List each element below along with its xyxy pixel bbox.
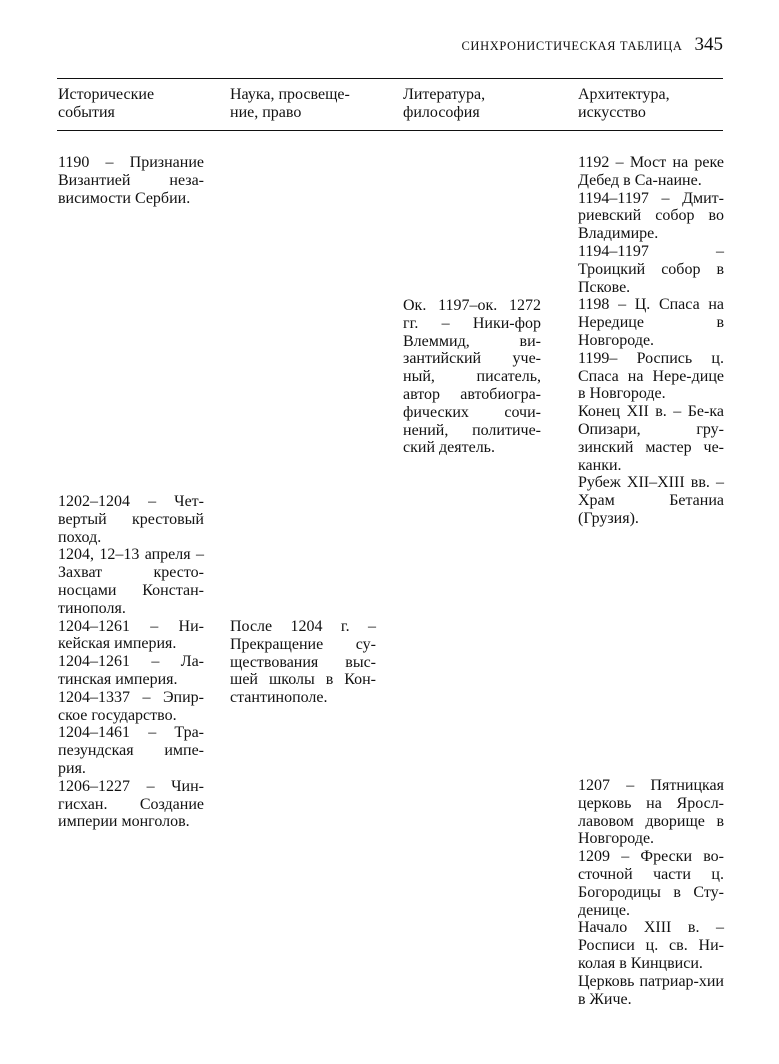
history-entry: 1204–1261 – Ни-кейская империя. xyxy=(58,617,204,653)
column-header-history: Исторические события xyxy=(58,86,155,121)
literature-block-1 xyxy=(403,297,541,457)
page-number: 345 xyxy=(694,34,723,55)
history-entry: 1204–1461 – Тра-пезундская импе-рия. xyxy=(58,724,204,777)
science-block-1 xyxy=(230,618,376,707)
literature-entry: Ок. 1197–ок. 1272 гг. – Ники-фор Влеммид, ви-зантийский уче-ный, писатель, автор автобиогра-фических сочи-нений, политиче-ский деятель. xyxy=(403,297,541,457)
art-block-2 xyxy=(578,777,724,1008)
table-header-rule xyxy=(57,130,723,131)
art-entry: 1192 – Мост на реке Дебед в Са-наине. xyxy=(578,154,724,189)
column-header-literature: Литература, философия xyxy=(403,86,486,121)
column-header-art: Архитектура, искусство xyxy=(578,86,670,121)
art-entry: Конец XII в. – Бе-ка Опизари, гру-зинский мастер че-канки. xyxy=(578,403,724,474)
history-entry: 1204–1337 – Эпир-ское государство. xyxy=(58,688,204,724)
running-title: СИНХРОНИСТИЧЕСКАЯ ТАБЛИЦА xyxy=(461,39,683,53)
history-entry: 1206–1227 – Чин-гисхан. Создание империи монголов. xyxy=(58,777,204,831)
history-block-1 xyxy=(58,154,204,207)
history-entry: 1204–1261 – Ла-тинская империя. xyxy=(58,653,204,688)
art-entry: Начало XIII в. – Росписи ц. св. Ни-колая в Кинцвиси. xyxy=(578,919,724,972)
history-entry: 1202–1204 – Чет-вертый крестовый поход. xyxy=(58,493,204,546)
column-header-science: Наука, просвеще-ние, право xyxy=(230,86,350,121)
art-entry: 1198 – Ц. Спаса на Нередице в Новгороде. xyxy=(578,296,724,349)
page-header xyxy=(462,34,724,56)
history-entry: 1190 – Признание Византией неза-висимости Сербии. xyxy=(58,154,204,207)
art-entry: Церковь патриар-хии в Жиче. xyxy=(578,972,724,1008)
art-entry: 1194–1197 – Дмит-риевский собор во Владимире. xyxy=(578,189,724,243)
art-block-1 xyxy=(578,154,724,528)
history-entry: 1204, 12–13 апреля – Захват кресто-носцами Констан-тинополя. xyxy=(58,546,204,617)
art-entry: 1209 – Фрески во-сточной части ц. Богородицы в Сту-денице. xyxy=(578,848,724,919)
science-entry: После 1204 г. – Прекращение су-ществования выс-шей школы в Кон-стантинополе. xyxy=(230,618,376,707)
art-entry: 1207 – Пятницкая церковь на Яросл-лавовом дворище в Новгороде. xyxy=(578,777,724,848)
art-entry: 1199– Роспись ц. Спаса на Нере-дице в Новгороде. xyxy=(578,349,724,403)
art-entry: 1194–1197 – Троицкий собор в Пскове. xyxy=(578,242,724,296)
table-top-rule xyxy=(57,78,723,79)
history-block-2 xyxy=(58,493,204,831)
art-entry: Рубеж XII–XIII вв. – Храм Бетаниа (Грузия). xyxy=(578,474,724,527)
